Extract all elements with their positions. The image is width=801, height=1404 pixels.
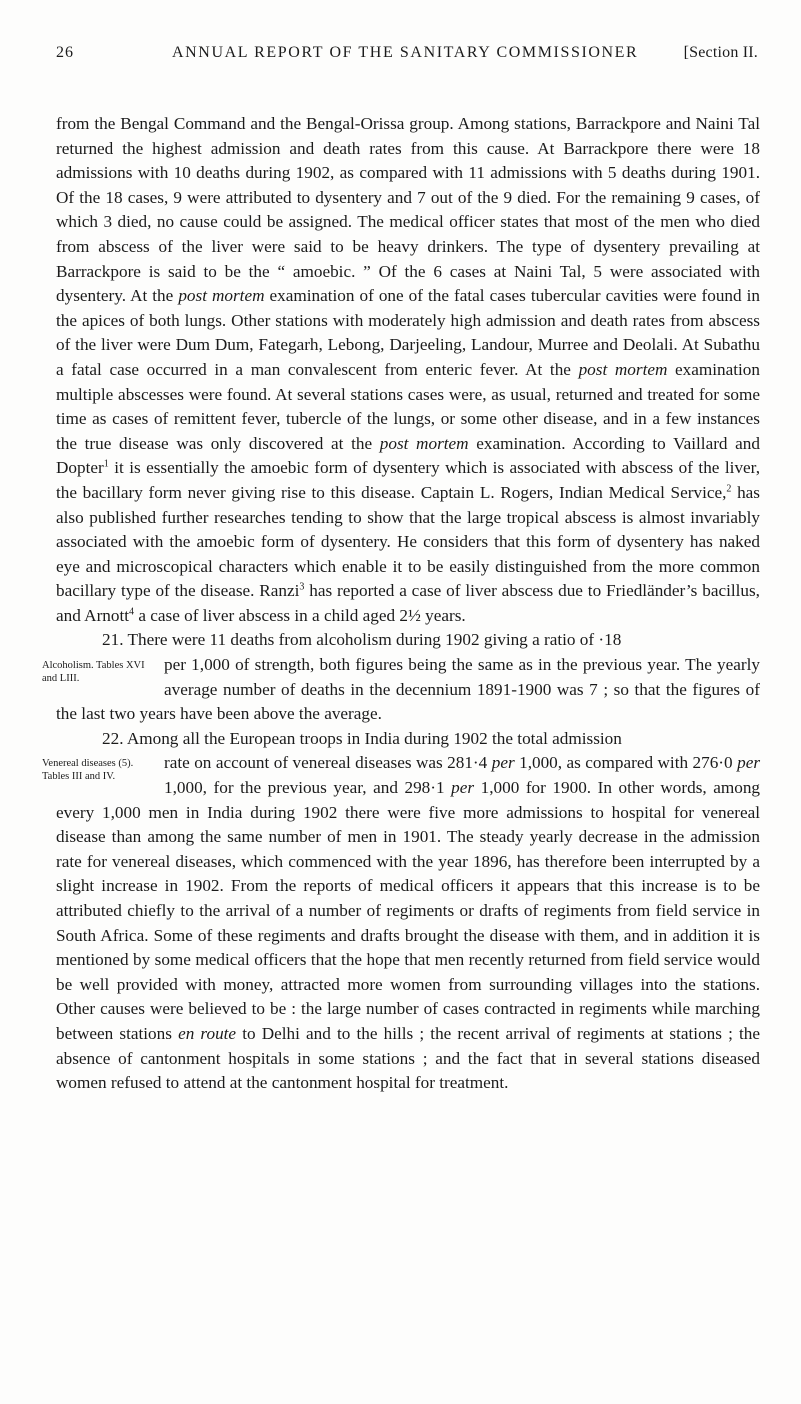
margin-note-venereal: Venereal diseases (5). Tables III and IV. xyxy=(42,758,134,783)
page-number: 26 xyxy=(56,44,74,61)
margin-note-alcoholism: Alcoholism. Tables XVI and LIII. xyxy=(42,660,145,685)
running-header xyxy=(56,44,758,70)
text-run: 1,000, for the previous year, and 298·1 xyxy=(164,778,452,798)
paragraph-22-body xyxy=(42,751,761,1095)
paragraph-21-lead: 21. There were 11 deaths from alcoholism during 1902 giving a ratio of ·18 xyxy=(102,630,622,650)
section-label: [Section II. xyxy=(683,44,758,61)
text-run: it is essentially the amoebic form of dysentery which is associated with abscess of the liver, the bacillary form never giving rise to this disease. Captain L. Rogers, Indian Medical Service, xyxy=(56,458,760,502)
italic-run: post mortem xyxy=(178,286,265,306)
italic-run: post mortem xyxy=(578,359,668,379)
text-run: has also published further researches tending to show that the large tropical abscess is almost invariably associated with the amoebic form of dysentery. He considers that this form of dysentery has naked eye and microscopical characters which enable it to be easily distinguished from the more common bacillary type of the disease. Ranzi xyxy=(56,482,760,601)
text-run: rate on account of venereal diseases was 281·4 xyxy=(164,753,492,773)
italic-run: per xyxy=(451,778,475,798)
text-run: examination. According to Vaillard and Dopter xyxy=(56,433,760,478)
running-title: ANNUAL REPORT OF THE SANITARY COMMISSIONER xyxy=(172,44,639,61)
text-run: examination multiple abscesses were found. At several stations cases were, as usual, returned and treated for some time as cases of remittent fever, tubercle of the lungs, or some other disease, and in a few instances the true disease was only discovered at the xyxy=(56,359,760,453)
text-run: 1,000, as compared with 276·0 xyxy=(514,753,738,773)
text-run: to Delhi and to the hills ; the recent arrival of regiments at stations ; the absence of cantonment hospitals in some stations ; and the fact that in several stations diseased women refused to attend at the cantonment hospital for treatment. xyxy=(56,1023,760,1093)
paragraph-22-text xyxy=(56,751,760,1095)
italic-run: per xyxy=(491,753,515,773)
text-run: from the Bengal Command and the Bengal-Orissa group. Among stations, Barrackpore and Naini Tal returned the highest admission and death rates from this cause. At Barrackpore there were 18 admissions with 10 deaths during 1902, as compared with 11 admissions with 5 deaths during 1901. Of the 18 cases, 9 were attributed to dysentery and 7 out of the 9 died. For the remaining 9 cases, of which 3 died, no cause could be assigned. The medical officer states that most of the men who died from abscess of the liver were said to be heavy drinkers. The type of dysentery prevailing at Barrackpore is said to be the “ amoebic. ” Of the 6 cases at Naini Tal, 5 were associated with dysentery. At the xyxy=(56,114,760,306)
footnote-ref: 3 xyxy=(299,581,305,593)
italic-run: per xyxy=(737,753,761,773)
footnote-ref: 2 xyxy=(726,483,732,495)
body-text xyxy=(42,112,761,1096)
italic-run: post mortem xyxy=(379,433,469,453)
text-run: has reported a case of liver abscess due to Friedländer’s bacillus, and Arnott xyxy=(56,581,760,625)
paragraph-21-text: per 1,000 of strength, both figures being the same as in the previous year. The yearly average number of deaths in the decennium 1891-1900 was 7 ; so that the figures of the last two years have been above the average. xyxy=(56,655,760,724)
footnote-ref: 1 xyxy=(103,458,109,470)
text-run: examination of one of the fatal cases tubercular cavities were found in the apices of both lungs. Other stations with moderately high admission and death rates from abscess of the liver were Dum Dum, Fategarh, Lebong, Darjeeling, Landour, Murree and Deolali. At Subathu a fatal case occurred in a man convalescent from enteric fever. At the xyxy=(56,286,760,379)
footnote-ref: 4 xyxy=(129,606,135,618)
paragraph-liver-abscess xyxy=(56,112,760,628)
paragraph-21-body xyxy=(42,653,760,727)
paragraph-22-lead: 22. Among all the European troops in India during 1902 the total admission xyxy=(102,728,622,748)
italic-run: en route xyxy=(178,1023,237,1043)
text-run: 1,000 for 1900. In other words, among every 1,000 men in India during 1902 there were five more admissions to hospital for venereal disease than among the same number of men in 1901. The steady yearly decrease in the admission rate for venereal diseases, which commenced with the year 1896, has therefore been interrupted by a slight increase in 1902. From the reports of medical officers it appears that this increase is to be attributed chiefly to the arrival of a number of regiments or drafts of regiments from field service in South Africa. Some of these regiments and drafts brought the disease with them, and in addition it is mentioned by some medical officers that the hope that men recently returned from field service would be well provided with money, attracted more women from surrounding villages into the stations. Other causes were believed to be : the large number of cases contracted in regiments while marching between stations xyxy=(56,778,761,1043)
text-run: a case of liver abscess in a child aged 2½ years. xyxy=(134,605,466,625)
